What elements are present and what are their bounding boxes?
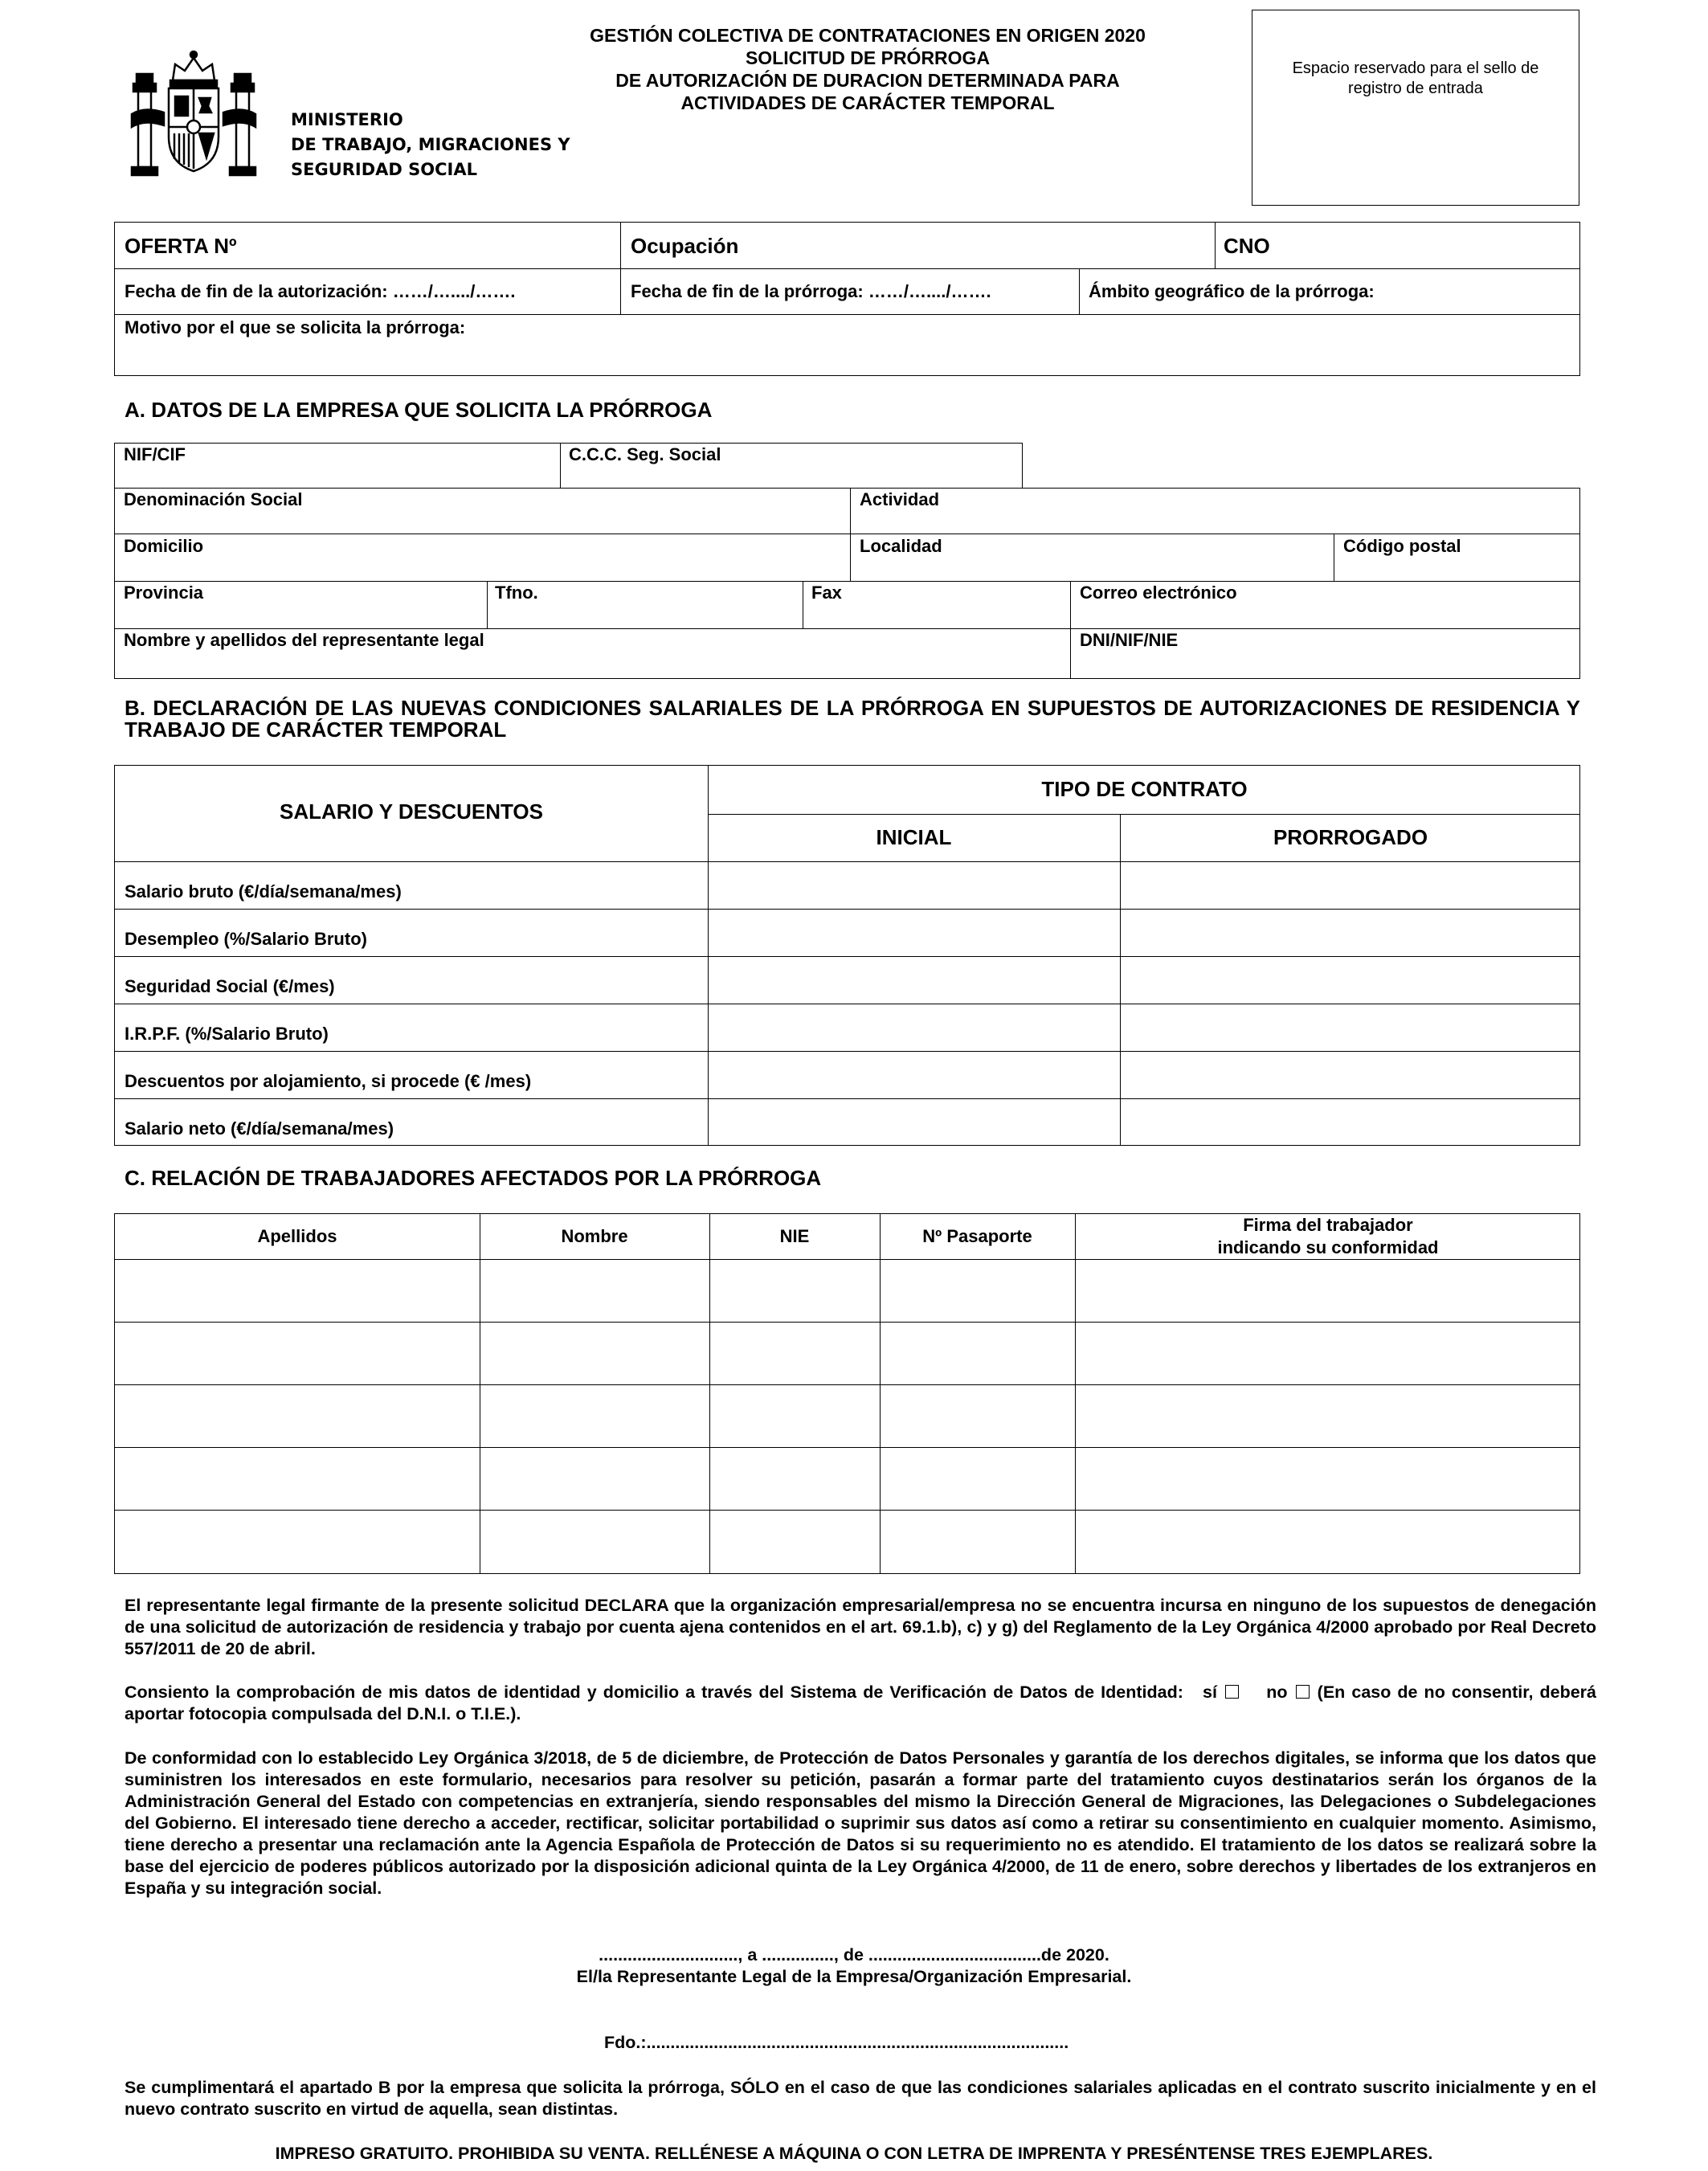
tfno-field[interactable]: Tfno. <box>495 583 538 603</box>
codigo-postal-field[interactable]: Código postal <box>1343 536 1461 556</box>
col-nie-header: NIE <box>779 1226 810 1246</box>
col-pasaporte-header: Nº Pasaporte <box>922 1226 1032 1246</box>
section-a-title: A. DATOS DE LA EMPRESA QUE SOLICITA LA PRÓRROGA <box>125 398 713 422</box>
col-prorrogado-header: PRORROGADO <box>1273 825 1428 849</box>
title-line: GESTIÓN COLECTIVA DE CONTRATACIONES EN ORIGEN 2020 <box>590 25 1146 46</box>
ministry-line: DE TRABAJO, MIGRACIONES Y <box>291 135 570 154</box>
fecha-fin-autorizacion-field[interactable]: Fecha de fin de la autorización: ……/…..../……. <box>125 281 516 301</box>
nif-field[interactable]: NIF/CIF <box>124 444 186 464</box>
domicilio-field[interactable]: Domicilio <box>124 536 204 556</box>
place-date-line[interactable]: ............................., a ..............., de ....................................de 2020. <box>599 1945 1109 1965</box>
fax-field[interactable]: Fax <box>811 583 842 603</box>
signature-block <box>0 1944 1708 1988</box>
ministry-name <box>291 108 570 182</box>
consent-yes-label: sí <box>1203 1682 1217 1702</box>
ministry-line: SEGURIDAD SOCIAL <box>291 160 478 179</box>
salary-row-label: Salario neto (€/día/semana/mes) <box>125 1118 394 1139</box>
col-tipo-contrato-header: TIPO DE CONTRATO <box>1041 777 1248 801</box>
fecha-fin-prorroga-field[interactable]: Fecha de fin de la prórroga: ……/…..../……. <box>631 281 991 301</box>
consent-text: Consiento la comprobación de mis datos de identidad y domicilio a través del Sistema de Verificación de Datos de Identidad: <box>125 1682 1183 1702</box>
localidad-field[interactable]: Localidad <box>860 536 942 556</box>
ambito-geografico-field[interactable]: Ámbito geográfico de la prórroga: <box>1089 281 1375 301</box>
actividad-field[interactable]: Actividad <box>860 489 940 509</box>
col-apellidos-header: Apellidos <box>257 1226 337 1246</box>
title-line: SOLICITUD DE PRÓRROGA <box>745 47 991 68</box>
workers-table <box>114 1213 1580 1574</box>
salary-row-label: Descuentos por alojamiento, si procede (€ /mes) <box>125 1071 532 1091</box>
ccc-field[interactable]: C.C.C. Seg. Social <box>569 444 721 464</box>
col-inicial-header: INICIAL <box>876 825 952 849</box>
consent-paragraph <box>125 1682 1596 1725</box>
ministry-line: MINISTERIO <box>291 110 403 129</box>
motivo-field[interactable]: Motivo por el que se solicita la prórroga: <box>125 317 466 337</box>
ocupacion-field[interactable]: Ocupación <box>631 234 739 258</box>
footer-bottom-notice: IMPRESO GRATUITO. PROHIBIDA SU VENTA. RELLÉNESE A MÁQUINA O CON LETRA DE IMPRENTA Y PRESÉNTENSE TRES EJEMPLARES. <box>275 2144 1433 2163</box>
salary-row-label: Salario bruto (€/día/semana/mes) <box>125 881 402 902</box>
correo-field[interactable]: Correo electrónico <box>1080 583 1237 603</box>
col-nombre-header: Nombre <box>561 1226 628 1246</box>
cno-field[interactable]: CNO <box>1224 234 1270 258</box>
coat-of-arms-logo <box>129 47 259 182</box>
representante-field[interactable]: Nombre y apellidos del representante legal <box>124 630 484 650</box>
consent-no-label: no <box>1266 1682 1288 1702</box>
consent-no-checkbox[interactable] <box>1296 1685 1310 1699</box>
form-title <box>546 24 1189 114</box>
col-firma-line: indicando su conformidad <box>1217 1237 1439 1257</box>
signature-role: El/la Representante Legal de la Empresa/Organización Empresarial. <box>576 1967 1132 1986</box>
denominacion-field[interactable]: Denominación Social <box>124 489 303 509</box>
consent-note: (En caso de no consentir, deberá aportar fotocopia compulsada del D.N.I. o T.I.E.). <box>125 1682 1596 1723</box>
provincia-field[interactable]: Provincia <box>124 583 204 603</box>
salary-row-label: Desempleo (%/Salario Bruto) <box>125 929 367 949</box>
salary-row-label: I.R.P.F. (%/Salario Bruto) <box>125 1024 329 1044</box>
registration-stamp-box <box>1252 10 1579 206</box>
salary-table <box>114 765 1580 1146</box>
data-protection-paragraph: De conformidad con lo establecido Ley Orgánica 3/2018, de 5 de diciembre, de Protección de Datos Personales y garantía de los derechos digitales, se informa que los datos que suministren los interesados en este formulario, necesarios para resolver su petición, pasarán a formar parte del tratamiento cuyos destinatarios serán los órganos de la Administración General del Estado con competencias en extranjería, siendo responsables del mismo la Dirección General de Migraciones, las Delegaciones o Subdelegaciones del Gobierno. El interesado tiene derecho a acceder, rectificar, solicitar portabilidad o suprimir sus datos así como a retirar su consentimiento en cualquier momento. Asimismo, tiene derecho a presentar una reclamación ante la Agencia Española de Protección de Datos si su requerimiento no es atendido. El tratamiento de los datos se realizará sobre la base del ejercicio de poderes públicos autorizado por la disposición adicional quinta de la Ley Orgánica 4/2000, de 11 de enero, sobre derechos y libertades de los extranjeros en España y su integración social. <box>125 1748 1596 1898</box>
title-line: DE AUTORIZACIÓN DE DURACION DETERMINADA PARA <box>615 70 1120 91</box>
footer-note: Se cumplimentará el apartado B por la empresa que solicita la prórroga, SÓLO en el caso de que las condiciones salariales aplicadas en el contrato suscrito inicialmente y en el nuevo contrato suscrito en virtud de aquella, sean distintas. <box>125 2078 1596 2119</box>
col-firma-header <box>1075 1214 1581 1259</box>
dni-field[interactable]: DNI/NIF/NIE <box>1080 630 1179 650</box>
col-firma-line: Firma del trabajador <box>1243 1215 1413 1235</box>
oferta-field[interactable]: OFERTA Nº <box>125 234 237 258</box>
title-line: ACTIVIDADES DE CARÁCTER TEMPORAL <box>680 92 1055 113</box>
salary-row-label: Seguridad Social (€/mes) <box>125 976 335 996</box>
stamp-text: Espacio reservado para el sello de registro de entrada <box>1292 59 1539 97</box>
section-b-title: B. DECLARACIÓN DE LAS NUEVAS CONDICIONES SALARIALES DE LA PRÓRROGA EN SUPUESTOS DE AUTORIZACIONES DE RESIDENCIA Y TRABAJO DE CARÁCTER TEMPORAL <box>125 696 1580 742</box>
section-c-title: C. RELACIÓN DE TRABAJADORES AFECTADOS POR LA PRÓRROGA <box>125 1166 822 1190</box>
declaration-paragraph: El representante legal firmante de la presente solicitud DECLARA que la organización empresarial/empresa no se encuentra incursa en ninguno de los supuestos de denegación de una solicitud de autorización de residencia y trabajo por cuenta ajena contenidos en el art. 69.1.b), c) y g) del Reglamento de la Ley Orgánica 4/2000 aprobado por Real Decreto 557/2011 de 20 de abril. <box>125 1596 1596 1658</box>
offer-box <box>114 222 1580 376</box>
signature-line[interactable]: Fdo.:........................................................................................ <box>604 2033 1069 2052</box>
consent-yes-checkbox[interactable] <box>1225 1685 1239 1699</box>
company-data-box <box>114 443 1580 679</box>
col-salario-header: SALARIO Y DESCUENTOS <box>280 799 543 824</box>
